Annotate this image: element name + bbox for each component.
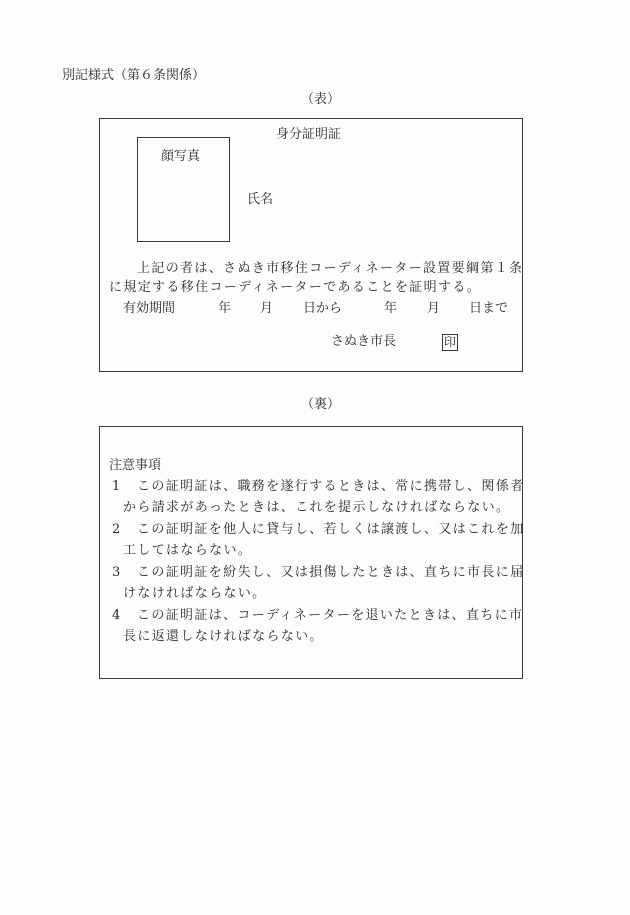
note-number: 3: [112, 565, 121, 580]
note-line-2: 工してはならない。: [123, 543, 253, 558]
note-line-2: から請求があったときは、これを提示しなければならない。: [123, 500, 511, 515]
front-side-label: （表）: [301, 92, 341, 107]
form-label: 別記様式（第６条関係）: [62, 68, 206, 83]
validity-to-day: 日まで: [469, 301, 509, 316]
note-number: 4: [112, 608, 121, 623]
name-label: 氏名: [247, 192, 274, 207]
back-side-label: （裏）: [301, 397, 341, 412]
validity-from-month: 月: [260, 301, 274, 316]
note-line-2: けなければならない。: [123, 586, 267, 601]
note-line-1: この証明証は、職務を遂行するときは、常に携帯し、関係者: [137, 479, 525, 494]
validity-to-month: 月: [427, 301, 441, 316]
issuer-label: さぬき市長: [331, 334, 397, 349]
seal-icon: 印: [443, 335, 456, 349]
note-number: 1: [112, 479, 121, 494]
note-line-1: この証明証を他人に貸与し、若しくは譲渡し、又はこれを加: [137, 522, 525, 537]
card-title: 身分証明証: [276, 127, 342, 142]
note-line-1: この証明証を紛失し、又は損傷したときは、直ちに市長に届: [137, 565, 525, 580]
certification-line-2: に規定する移住コーディネーターであることを証明する。: [109, 280, 482, 295]
note-number: 2: [112, 522, 121, 537]
notes-heading: 注意事項: [109, 458, 162, 473]
certification-line-1: 上記の者は、さぬき市移住コーディネーター設置要綱第１条: [137, 261, 524, 276]
note-line-1: この証明証は、コーディネーターを退いたときは、直ちに市: [137, 608, 524, 623]
note-line-2: 長に返還しなければならない。: [123, 629, 324, 644]
photo-label: 顔写真: [161, 149, 201, 164]
validity-from-day: 日から: [303, 301, 343, 316]
validity-from-year: 年: [218, 301, 232, 316]
validity-label: 有効期間: [123, 301, 176, 316]
validity-to-year: 年: [384, 301, 398, 316]
